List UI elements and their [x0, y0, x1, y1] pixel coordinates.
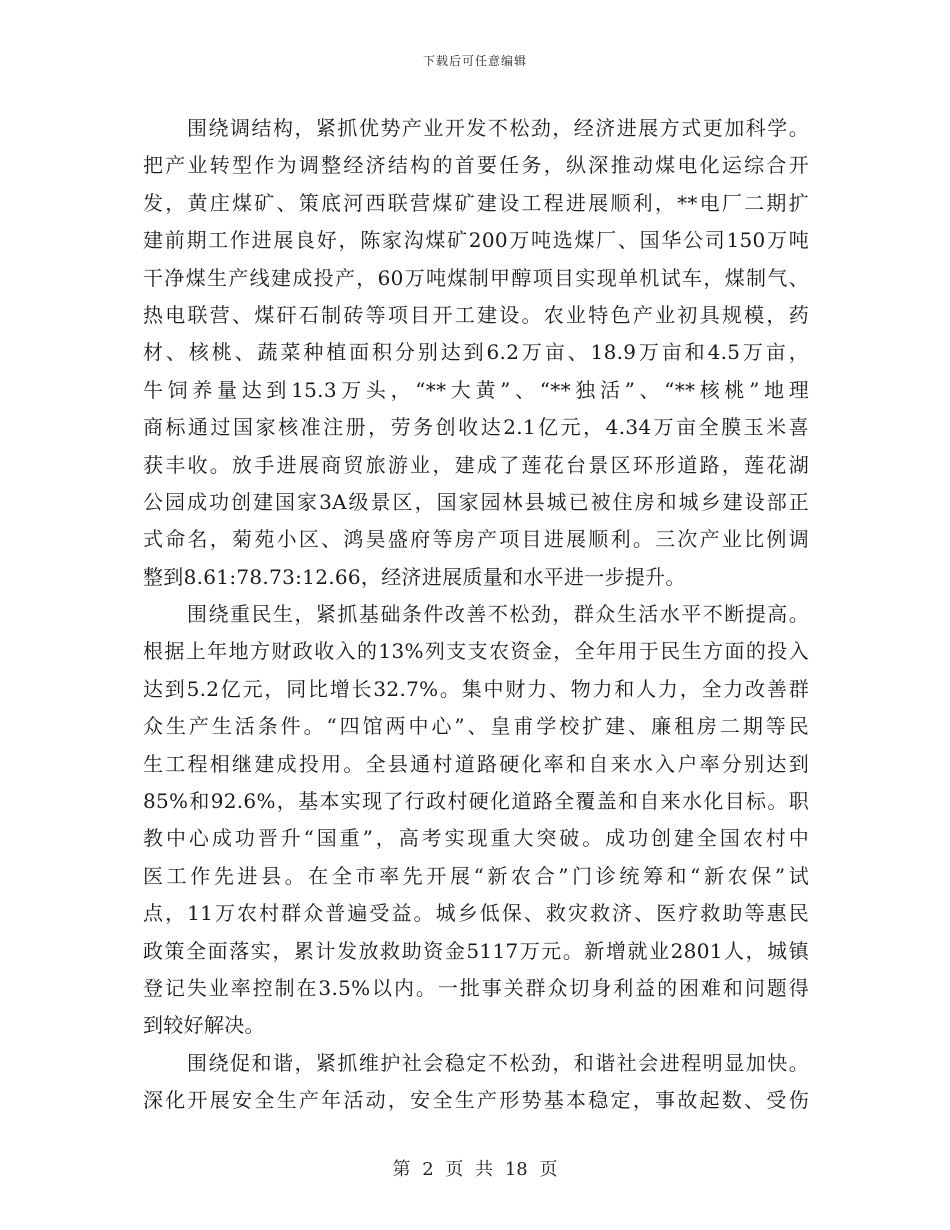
text-line: 根据上年地方财政收入的13%列支支农资金，全年用于民生方面的投入 — [143, 639, 809, 664]
text-line: 85%和92.6%，基本实现了行政村硬化道路全覆盖和自来水化目标。职 — [143, 789, 809, 814]
text-line: 医工作先进县。在全市率先开展“新农合”门诊统筹和“新农保”试 — [143, 863, 809, 888]
text-line: 建前期工作进展良好，陈家沟煤矿200万吨选煤厂、国华公司150万吨 — [143, 228, 809, 253]
paragraph-2 — [143, 596, 809, 1045]
text-line: 登记失业率控制在3.5%以内。一批事关群众切身利益的困难和问题得 — [143, 975, 809, 1000]
text-line: 整到8.61:78.73:12.66，经济进展质量和水平进一步提升。 — [143, 564, 686, 589]
text-line: 点，11万农村群众普遍受益。城乡低保、救灾救济、医疗救助等惠民 — [143, 901, 809, 926]
text-line: 牛饲养量达到15.3万头，“**大黄”、“**独活”、“**核桃”地理 — [143, 377, 809, 402]
text-line: 干净煤生产线建成投产，60万吨煤制甲醇项目实现单机试车，煤制气、 — [143, 265, 809, 290]
text-line: 围绕重民生，紧抓基础条件改善不松劲，群众生活水平不断提高。 — [187, 602, 809, 627]
text-line: 式命名，菊苑小区、鸿昊盛府等房产项目进展顺利。三次产业比例调 — [143, 527, 809, 552]
text-line: 围绕促和谐，紧抓维护社会稳定不松劲，和谐社会进程明显加快。 — [187, 1050, 809, 1075]
paragraph-3 — [143, 1045, 809, 1120]
page-header-note: 下载后可任意编辑 — [422, 54, 527, 68]
text-line: 材、核桃、蔬菜种植面积分别达到6.2万亩、18.9万亩和4.5万亩， — [143, 340, 809, 365]
text-line: 发，黄庄煤矿、策底河西联营煤矿建设工程进展顺利，**电厂二期扩 — [143, 190, 809, 215]
text-line: 把产业转型作为调整经济结构的首要任务，纵深推动煤电化运综合开 — [143, 153, 809, 178]
text-line: 教中心成功晋升“国重”，高考实现重大突破。成功创建全国农村中 — [143, 826, 809, 851]
text-line: 商标通过国家核准注册，劳务创收达2.1亿元，4.34万亩全膜玉米喜 — [143, 415, 809, 440]
text-line: 众生产生活条件。“四馆两中心”、皇甫学校扩建、廉租房二期等民 — [143, 714, 809, 739]
text-line: 到较好解决。 — [143, 1013, 265, 1038]
text-line: 深化开展安全生产年活动，安全生产形势基本稳定，事故起数、受伤 — [143, 1088, 809, 1113]
text-line: 达到5.2亿元，同比增长32.7%。集中财力、物力和人力，全力改善群 — [143, 676, 809, 701]
text-line: 获丰收。放手进展商贸旅游业，建成了莲花台景区环形道路，莲花湖 — [143, 452, 809, 477]
text-line: 围绕调结构，紧抓优势产业开发不松劲，经济进展方式更加科学。 — [187, 116, 809, 140]
document-body — [143, 110, 809, 1120]
text-line: 热电联营、煤矸石制砖等项目开工建设。农业特色产业初具规模，药 — [143, 302, 809, 327]
paragraph-1 — [143, 110, 809, 596]
text-line: 政策全面落实，累计发放救助资金5117万元。新增就业2801人，城镇 — [143, 938, 809, 963]
text-line: 生工程相继建成投用。全县通村道路硬化率和自来水入户率分别达到 — [143, 751, 809, 776]
text-line: 公园成功创建国家3A级景区，国家园林县城已被住房和城乡建设部正 — [143, 489, 809, 514]
page-number-footer: 第 2 页 共 18 页 — [392, 1159, 558, 1180]
